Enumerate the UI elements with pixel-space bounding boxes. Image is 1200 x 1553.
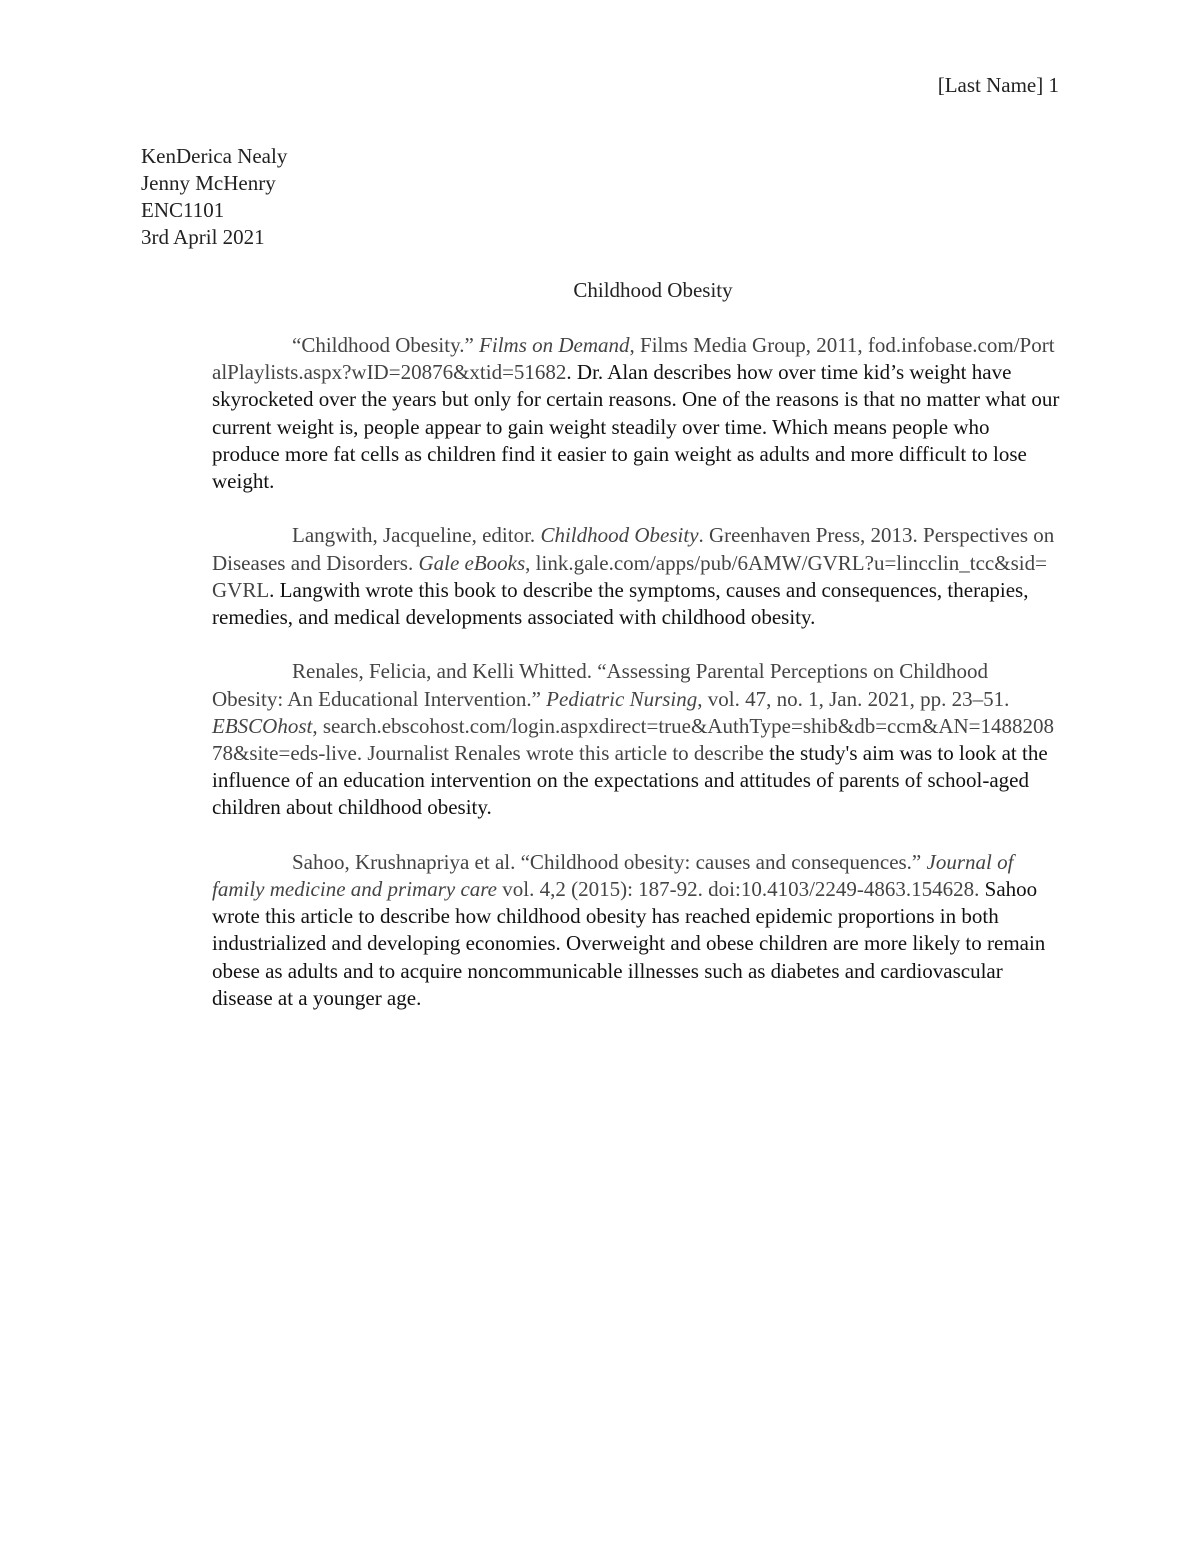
container-title: Films on Demand [479, 333, 630, 357]
citation-text: vol. 4,2 (2015): 187-92. doi:10.4103/2249-4863.154628. [497, 877, 980, 902]
database-title: EBSCOhost [212, 713, 313, 738]
bibliography-entry [212, 849, 1060, 1012]
student-name: KenDerica Nealy [141, 144, 288, 168]
annotation-text: the study's aim was to look at the influence of an education intervention on the expectations and attitudes of parents of school-aged children about childhood obesity. [212, 741, 1048, 820]
container-title: Childhood Obesity [540, 523, 699, 548]
container-title: Journal of family medicine and primary care [212, 849, 1014, 902]
course-code: ENC1101 [141, 198, 225, 222]
annotation-text: . Langwith wrote this book to describe the symptoms, causes and consequences, therapies, remedies, and medical developments associated with childhood obesity. [212, 577, 1029, 630]
bibliography-entry [212, 332, 1060, 495]
bibliography-entry [212, 522, 1060, 631]
citation-text: , [312, 713, 318, 738]
citation-url: fod.infobase.com/PortalPlaylists.aspx?wID=20876&xtid=51682 [212, 333, 1055, 385]
container-title: Pediatric Nursing [546, 686, 698, 711]
document-date: 3rd April 2021 [141, 225, 265, 249]
document-title: Childhood Obesity [573, 278, 733, 302]
citation-text: Sahoo, Krushnapriya et al. “Childhood obesity: causes and consequences.” [292, 849, 927, 874]
citation-text: Langwith, Jacqueline, editor. [292, 523, 541, 548]
mla-heading [141, 143, 287, 251]
citation-text: , Films Media Group, 2011, [629, 333, 863, 357]
citation-url: link.gale.com/apps/pub/6AMW/GVRL?u=lincclin_tcc&sid=GVRL [212, 550, 1047, 602]
annotated-bibliography [212, 332, 1060, 1039]
database-title: Gale eBooks [418, 550, 526, 575]
citation-text: Renales, Felicia, and Kelli Whitted. “Assessing Parental Perceptions on Childhood Obesity: An Educational Intervention.” [212, 659, 988, 711]
bibliography-entry [212, 658, 1060, 821]
annotation-text: . Dr. Alan describes how over time kid’s weight have skyrocketed over the years but only for certain reasons. One of the reasons is that no matter what our current weight is, people appear to gain weight steadily over time. Which means people who produce more fat cells as children find it easier to gain weight as adults and more difficult to lose weight. [212, 360, 1060, 494]
instructor-name: Jenny McHenry [141, 171, 276, 195]
citation-text: . Greenhaven Press, 2013. Perspectives on Diseases and Disorders. [212, 523, 1055, 575]
citation-text: , vol. 47, no. 1, Jan. 2021, pp. 23–51. [697, 686, 1010, 711]
citation-text: , [525, 550, 531, 575]
annotation-lead: . Journalist Renales wrote this article to describe [356, 741, 770, 766]
citation-url: search.ebscohost.com/login.aspxdirect=true&AuthType=shib&db=ccm&AN=148820878&site=eds-live [212, 713, 1055, 766]
citation-text: “Childhood Obesity.” [292, 333, 480, 357]
running-head: [Last Name] 1 [937, 73, 1059, 97]
annotation-text: Sahoo wrote this article to describe how childhood obesity has reached epidemic proportions in both industrialized and developing economies. Overweight and obese children are more likely to remain obese as adults and to acquire noncommunicable illnesses such as diabetes and cardiovascular disease at a younger age. [212, 877, 1046, 1010]
